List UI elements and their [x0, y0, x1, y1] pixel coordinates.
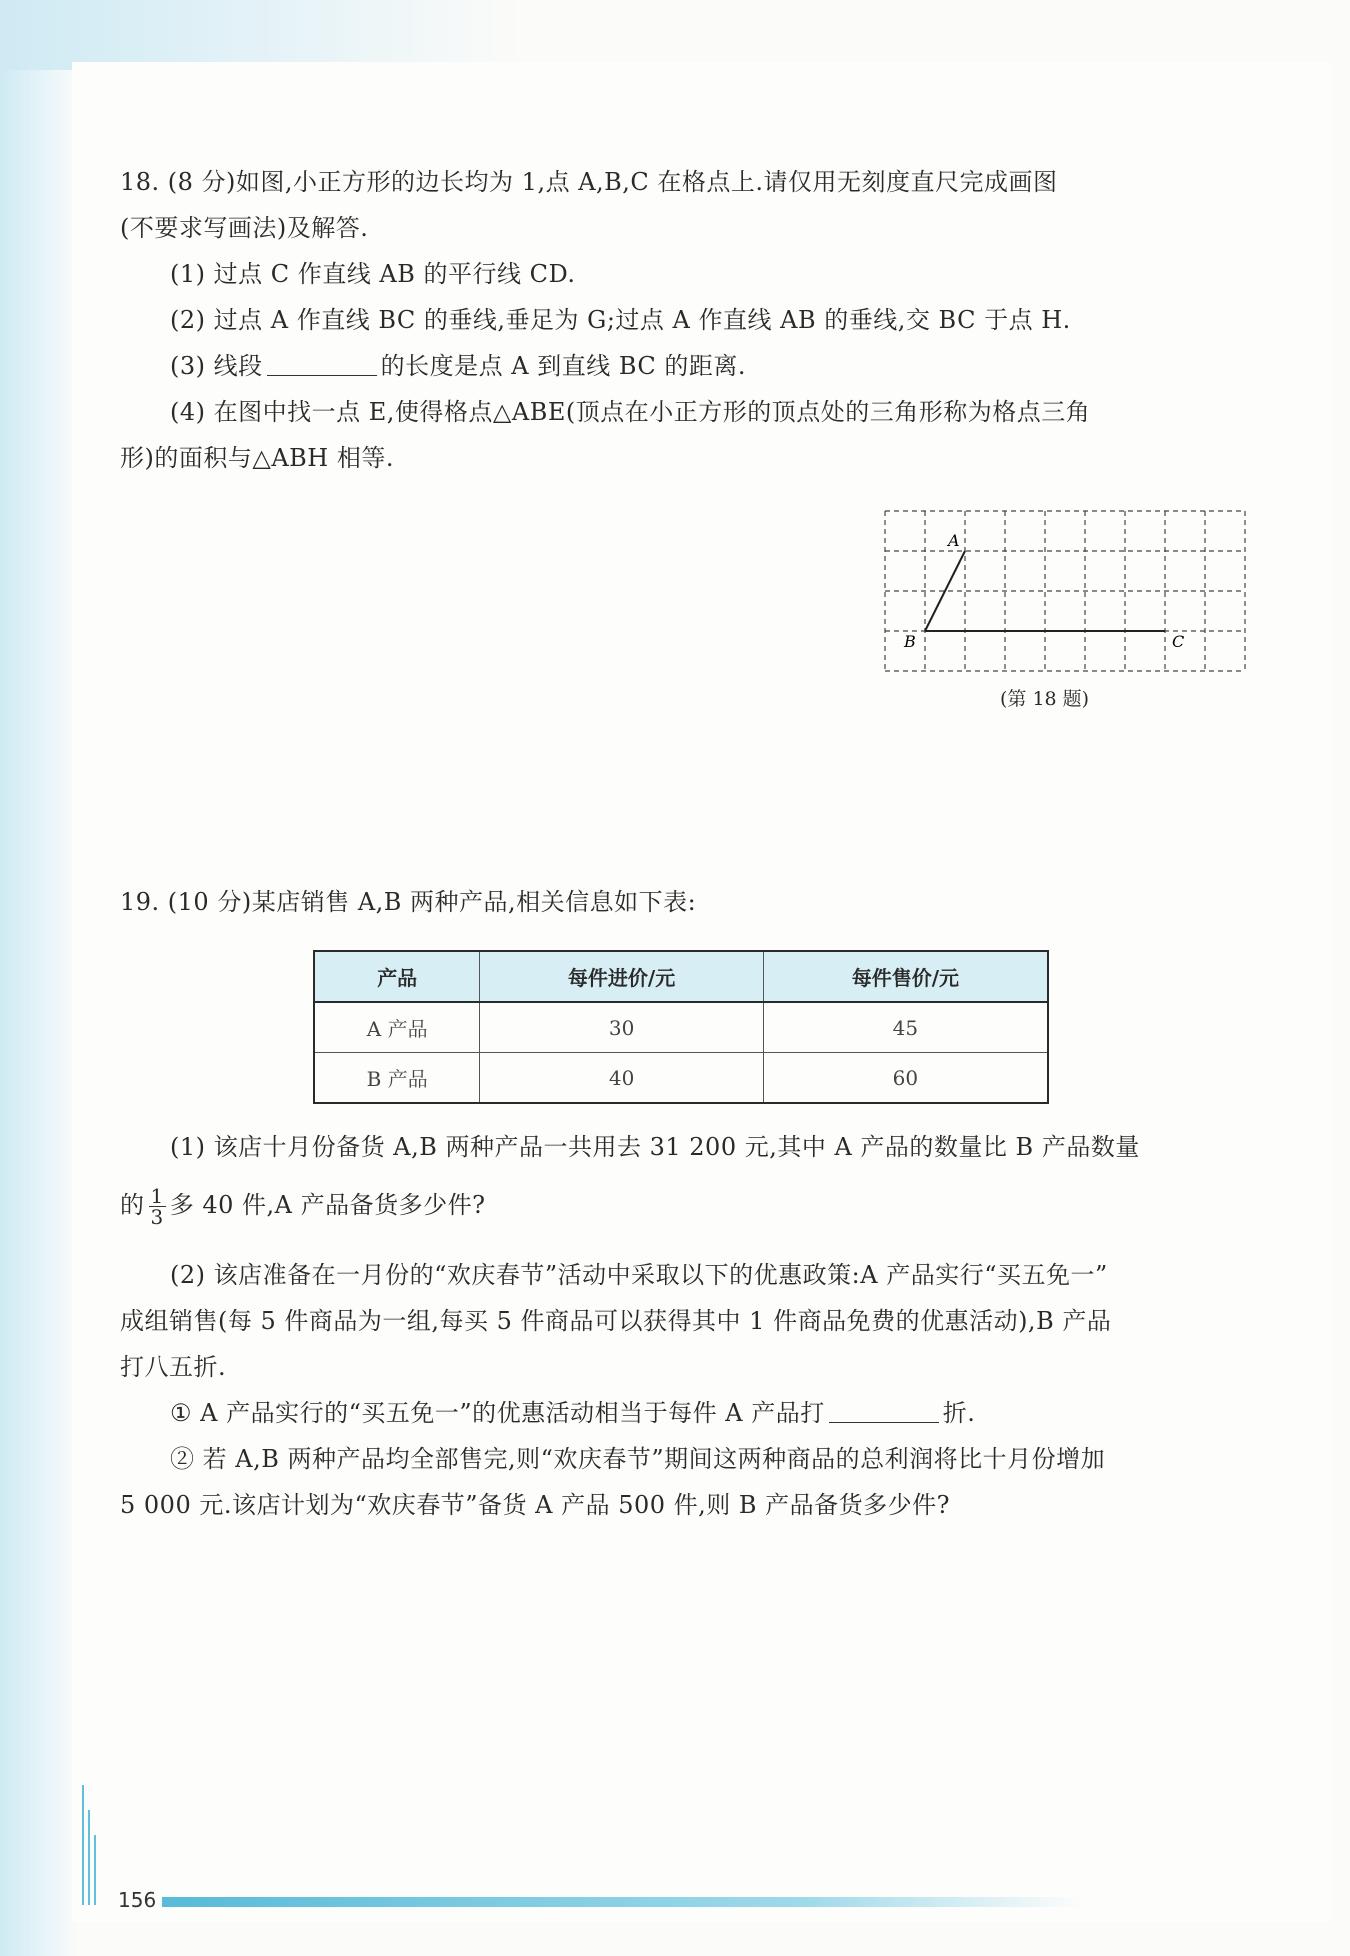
- col-header-price: 每件售价/元: [763, 951, 1048, 1002]
- q18-item3: [170, 348, 746, 384]
- table-cell: 60: [763, 1053, 1048, 1104]
- q19-p2-line3: 打八五折.: [120, 1353, 227, 1381]
- q19-sub1-post: 折.: [942, 1399, 976, 1427]
- q19-p2-line2: 成组销售(每 5 件商品为一组,每买 5 件商品可以获得其中 1 件商品免费的优惠活动),B 产品: [120, 1307, 1112, 1335]
- grid-svg: [884, 510, 1246, 672]
- table-cell: 45: [763, 1002, 1048, 1053]
- footer-decoration: [82, 1785, 102, 1905]
- figure-caption: (第 18 题): [1000, 688, 1090, 710]
- q19-p1-pre: 的: [120, 1191, 145, 1219]
- table-cell: 40: [480, 1053, 763, 1104]
- footer-bar: [162, 1897, 1082, 1907]
- fraction-one-third: [149, 1186, 166, 1227]
- fraction-numerator: 1: [150, 1184, 164, 1208]
- q18-line2: (不要求写画法)及解答.: [120, 214, 369, 242]
- q19-p1-line2: [120, 1186, 486, 1227]
- page-number: 156: [118, 1888, 157, 1912]
- col-header-cost: 每件进价/元: [480, 951, 763, 1002]
- page-top-gradient: [0, 0, 520, 70]
- grid-figure: [884, 510, 1246, 676]
- q19-p1-post: 多 40 件,A 产品备货多少件?: [169, 1191, 486, 1219]
- q18-item4-line2: 形)的面积与△ABH 相等.: [120, 444, 394, 472]
- q19-sub2-line2: 5 000 元.该店计划为“欢庆春节”备货 A 产品 500 件,则 B 产品备货多少件?: [120, 1491, 951, 1519]
- grid-lines: [885, 511, 1245, 671]
- q19-sub1-pre: ① A 产品实行的“买五免一”的优惠活动相当于每件 A 产品打: [170, 1399, 825, 1427]
- q18-item3-post: 的长度是点 A 到直线 BC 的距离.: [380, 352, 747, 380]
- table-row: [314, 1002, 1048, 1053]
- q19-sub2-line1: ② 若 A,B 两种产品均全部售完,则“欢庆春节”期间这两种商品的总利润将比十月份增加: [170, 1445, 1106, 1473]
- table-header-row: [314, 951, 1048, 1002]
- point-c-label: C: [1172, 632, 1185, 651]
- fraction-denominator: 3: [150, 1205, 164, 1229]
- q19-intro: 19. (10 分)某店销售 A,B 两种产品,相关信息如下表:: [120, 888, 697, 916]
- table-cell: 30: [480, 1002, 763, 1053]
- q18-item3-pre: (3) 线段: [170, 352, 263, 380]
- q18-item2: (2) 过点 A 作直线 BC 的垂线,垂足为 G;过点 A 作直线 AB 的垂线,交 BC 于点 H.: [170, 306, 1071, 334]
- q18-item4-line1: (4) 在图中找一点 E,使得格点△ABE(顶点在小正方形的顶点处的三角形称为格点三角: [170, 398, 1091, 426]
- table-cell: B 产品: [314, 1053, 480, 1104]
- q18-line1: 18. (8 分)如图,小正方形的边长均为 1,点 A,B,C 在格点上.请仅用无刻度直尺完成画图: [120, 168, 1058, 196]
- q19-sub1: [170, 1395, 975, 1431]
- point-b-label: B: [904, 632, 916, 651]
- page-edge-gradient: [0, 0, 80, 1956]
- q18-item1: (1) 过点 C 作直线 AB 的平行线 CD.: [170, 260, 576, 288]
- col-header-product: 产品: [314, 951, 480, 1002]
- answer-blank: [829, 1398, 939, 1423]
- q19-p1-line1: (1) 该店十月份备货 A,B 两种产品一共用去 31 200 元,其中 A 产品的数量比 B 产品数量: [170, 1133, 1140, 1161]
- q19-p2-line1: (2) 该店准备在一月份的“欢庆春节”活动中采取以下的优惠政策:A 产品实行“买五免一”: [170, 1261, 1108, 1289]
- table-cell: A 产品: [314, 1002, 480, 1053]
- answer-blank: [267, 351, 377, 376]
- price-table: [313, 950, 1049, 1104]
- point-a-label: A: [948, 531, 960, 550]
- table-row: [314, 1053, 1048, 1104]
